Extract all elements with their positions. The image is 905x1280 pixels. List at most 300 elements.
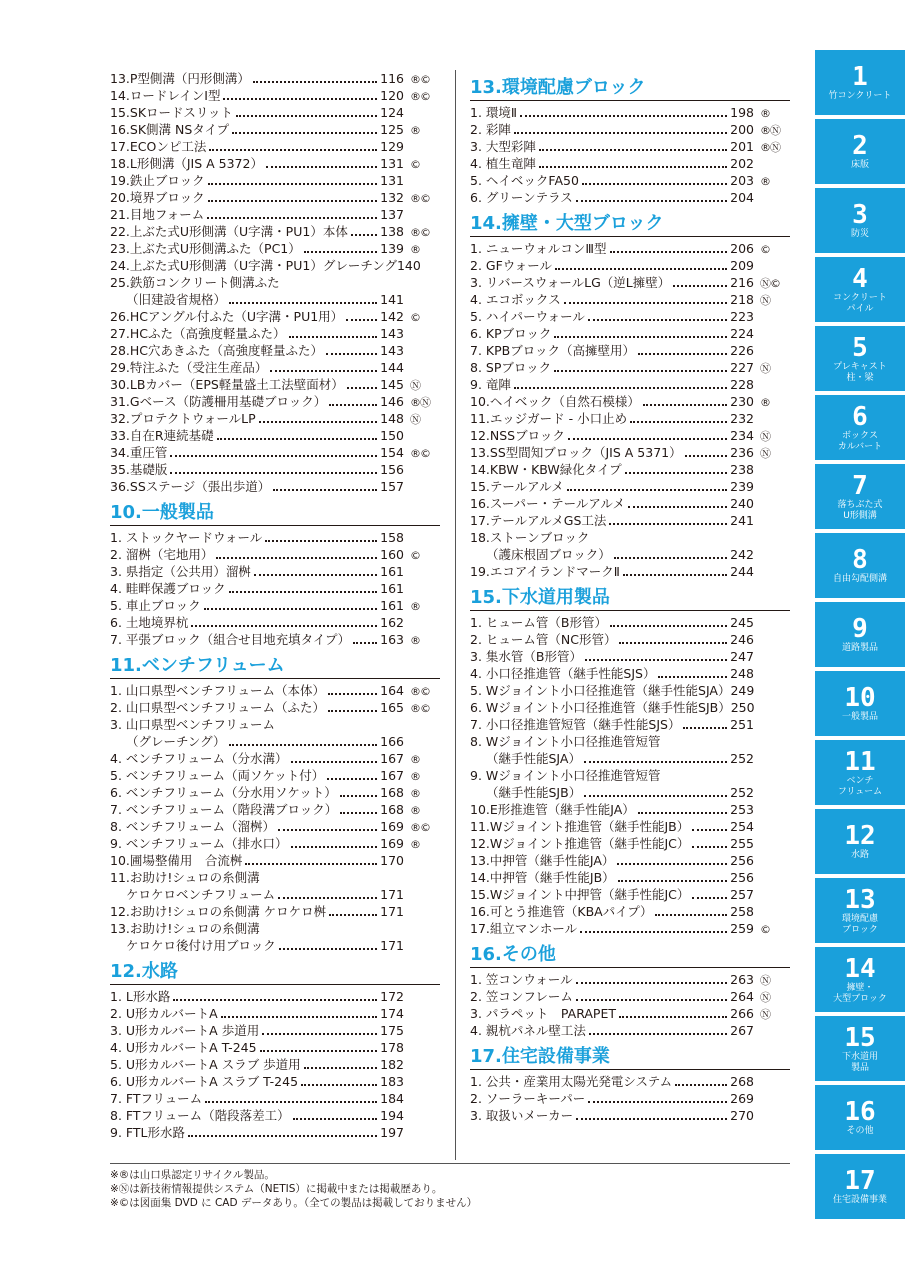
entry-label: 16.可とう推進管（KBAパイプ） <box>470 904 653 919</box>
page-number: 201 <box>730 139 754 154</box>
toc-entry[interactable] <box>110 818 440 835</box>
dot-leader <box>262 1033 377 1035</box>
chapter-label: 床版 <box>850 160 869 170</box>
page-number: 256 <box>730 853 754 868</box>
toc-entry[interactable] <box>470 325 790 342</box>
entry-label: 36.SSステージ（張出歩道） <box>110 479 271 494</box>
product-mark: © <box>410 549 420 562</box>
toc-entry[interactable] <box>110 308 440 325</box>
product-mark: Ⓝ <box>760 1008 770 1021</box>
page-number: 169 <box>380 836 404 851</box>
page-number: 156 <box>380 462 404 477</box>
footer-divider <box>110 1163 790 1164</box>
page-number: 170 <box>380 853 404 868</box>
toc-entry[interactable] <box>470 257 790 274</box>
toc-entry[interactable] <box>470 342 790 359</box>
page-number: 144 <box>380 360 404 375</box>
dot-leader <box>692 829 727 831</box>
toc-entry[interactable] <box>110 631 440 648</box>
chapter-number: 4 <box>852 263 868 294</box>
chapter-label: その他 <box>846 1126 874 1136</box>
entry-label: 21.目地フォーム <box>110 207 205 222</box>
entry-label: 20.境界ブロック <box>110 190 205 205</box>
toc-entry[interactable] <box>470 444 790 461</box>
toc-entry[interactable] <box>110 257 440 274</box>
chapter-tab-13[interactable] <box>815 878 905 943</box>
toc-entry[interactable] <box>110 852 440 869</box>
dot-leader <box>514 132 727 134</box>
toc-entry[interactable] <box>110 1005 440 1022</box>
entry-label: 1. ニューウォルコンⅢ型 <box>470 241 607 256</box>
product-mark: ®© <box>410 226 430 239</box>
chapter-number: 6 <box>852 401 868 432</box>
entry-label: 19.エコアイランドマークⅡ <box>470 564 620 579</box>
entry-label: 2. 彩陣 <box>470 122 511 137</box>
toc-entry[interactable] <box>470 1022 790 1039</box>
page-number: 252 <box>730 785 754 800</box>
dot-leader <box>351 234 377 236</box>
dot-leader <box>520 115 727 117</box>
toc-entry[interactable] <box>470 308 790 325</box>
chapter-label: 自由勾配側溝 <box>832 574 887 584</box>
entry-label: 5. ハイパーウォール <box>470 309 585 324</box>
note-line: ※®は山口県認定リサイクル製品。 <box>110 1169 275 1181</box>
dot-leader <box>259 421 378 423</box>
page-number: 256 <box>730 870 754 885</box>
dot-leader <box>685 455 728 457</box>
entry-label: 9. Wジョイント小口径推進管短管 <box>470 768 661 783</box>
chapter-tab-3[interactable] <box>815 188 905 253</box>
entry-label: 3. 取扱いメーカー <box>470 1108 574 1123</box>
product-mark: ® <box>410 634 420 647</box>
chapter-tab-1[interactable] <box>815 50 905 115</box>
page-number: 175 <box>380 1023 404 1038</box>
toc-entry[interactable] <box>110 682 440 699</box>
toc-entry[interactable] <box>470 835 790 852</box>
page-number: 228 <box>730 377 754 392</box>
page-number: 157 <box>380 479 404 494</box>
page-number: 251 <box>730 717 754 732</box>
entry-label: 8. Wジョイント小口径推進管短管 <box>470 734 661 749</box>
page-number: 116 <box>380 71 404 86</box>
toc-entry[interactable] <box>110 155 440 172</box>
toc-entry[interactable] <box>470 563 790 580</box>
product-mark: ®© <box>410 192 430 205</box>
entry-label: 11.Wジョイント推進管（継手性能JB） <box>470 819 690 834</box>
dot-leader <box>216 557 377 559</box>
toc-entry[interactable] <box>110 223 440 240</box>
page-number: 226 <box>730 343 754 358</box>
entry-label: 2. GFウォール <box>470 258 553 273</box>
dot-leader <box>170 472 377 474</box>
entry-label: 22.上ぶた式U形側溝（U字溝・PU1）本体 <box>110 224 348 239</box>
entry-label: 23.上ぶた式U形側溝ふた（PC1） <box>110 241 301 256</box>
page-number: 168 <box>380 785 404 800</box>
toc-entry[interactable] <box>110 580 440 597</box>
chapter-tab-14[interactable] <box>815 947 905 1012</box>
dot-leader <box>619 642 727 644</box>
page-number: 239 <box>730 479 754 494</box>
toc-entry[interactable] <box>110 393 440 410</box>
entry-label: 13.P型側溝（円形側溝） <box>110 71 250 86</box>
page-number: 120 <box>380 88 404 103</box>
toc-entry[interactable] <box>470 410 790 427</box>
entry-label: 9. FTL形水路 <box>110 1125 185 1140</box>
page-number: 131 <box>380 156 404 171</box>
toc-entry[interactable] <box>110 427 440 444</box>
toc-entry[interactable] <box>110 342 440 359</box>
product-mark: Ⓝ <box>760 447 770 460</box>
page-number: 200 <box>730 122 754 137</box>
page-number: 264 <box>730 989 754 1004</box>
page-number: 255 <box>730 836 754 851</box>
toc-entry[interactable] <box>110 70 440 87</box>
toc-entry[interactable] <box>110 104 440 121</box>
note-line: ※Ⓝは新技術情報提供システム（NETIS）に掲載中または掲載歴あり。 <box>110 1183 443 1195</box>
dot-leader <box>638 353 727 355</box>
toc-entry[interactable] <box>470 1005 790 1022</box>
toc-entry[interactable] <box>110 1073 440 1090</box>
page-number: 236 <box>730 445 754 460</box>
chapter-tab-4[interactable] <box>815 257 905 322</box>
entry-label: 4. 小口径推進管（継手性能SJS） <box>470 666 656 681</box>
toc-entry[interactable] <box>110 869 440 886</box>
entry-label: 29.特注ふた（受注生産品） <box>110 360 268 375</box>
chapter-label: 一般製品 <box>841 712 878 722</box>
toc-entry[interactable] <box>110 1039 440 1056</box>
dot-leader <box>555 268 727 270</box>
dot-leader <box>209 149 377 151</box>
toc-entry[interactable] <box>470 750 790 767</box>
product-mark: Ⓝ <box>410 413 420 426</box>
toc-entry[interactable] <box>110 546 440 563</box>
page-number: 162 <box>380 615 404 630</box>
page-number: 269 <box>730 1091 754 1106</box>
chapter-tab-11[interactable] <box>815 740 905 805</box>
dot-leader <box>326 353 377 355</box>
dot-leader <box>353 642 377 644</box>
page-number: 137 <box>380 207 404 222</box>
dot-leader <box>576 200 727 202</box>
toc-entry[interactable] <box>470 104 790 121</box>
toc-entry[interactable] <box>110 1124 440 1141</box>
toc-entry[interactable] <box>110 801 440 818</box>
chapter-tab-15[interactable] <box>815 1016 905 1081</box>
page-number: 182 <box>380 1057 404 1072</box>
toc-entry[interactable] <box>470 648 790 665</box>
page-number: 241 <box>730 513 754 528</box>
entry-label: ケロケロ後付け用ブロック <box>126 938 276 953</box>
chapter-label: 擁壁・ 大型ブロック <box>833 982 887 1004</box>
toc-entry[interactable] <box>110 206 440 223</box>
toc-entry[interactable] <box>110 886 440 903</box>
legend-notes <box>110 1168 477 1210</box>
toc-entry[interactable] <box>110 291 440 308</box>
page-number: 167 <box>380 768 404 783</box>
entry-label: 5. 車止ブロック <box>110 598 201 613</box>
chapter-tab-7[interactable] <box>815 464 905 529</box>
product-mark: ® <box>410 838 420 851</box>
toc-entry[interactable] <box>470 1090 790 1107</box>
toc-entry[interactable] <box>470 478 790 495</box>
toc-entry[interactable] <box>470 1107 790 1124</box>
page-number: 158 <box>380 530 404 545</box>
entry-label: 5. ベンチフリューム（両ソケット付） <box>110 768 325 783</box>
toc-entry[interactable] <box>110 121 440 138</box>
product-mark: © <box>760 923 770 936</box>
entry-label: 12.Wジョイント推進管（継手性能JC） <box>470 836 690 851</box>
dot-leader <box>289 336 378 338</box>
page-number: 168 <box>380 802 404 817</box>
toc-entry[interactable] <box>110 138 440 155</box>
toc-entry[interactable] <box>470 801 790 818</box>
dot-leader <box>673 285 727 287</box>
chapter-tab-17[interactable] <box>815 1154 905 1219</box>
product-mark: Ⓝ <box>760 974 770 987</box>
chapter-label: ボックス カルバート <box>837 430 883 452</box>
toc-entry[interactable] <box>470 886 790 903</box>
toc-entry[interactable] <box>110 699 440 716</box>
chapter-label: ベンチ フリューム <box>837 775 883 797</box>
page-number: 138 <box>380 224 404 239</box>
right-column <box>470 70 790 1124</box>
chapter-tab-2[interactable] <box>815 119 905 184</box>
toc-entry[interactable] <box>110 988 440 1005</box>
entry-label: 11.お助け!シュロの糸側溝 <box>110 870 260 885</box>
entry-label: 6. グリーンテラス <box>470 190 573 205</box>
entry-label: 6. U形カルバートA スラブ T-245 <box>110 1074 299 1089</box>
toc-entry[interactable] <box>110 87 440 104</box>
page-number: 171 <box>380 938 404 953</box>
entry-label: 8. ベンチフリューム（溜桝） <box>110 819 276 834</box>
dot-leader <box>568 438 727 440</box>
toc-entry[interactable] <box>470 767 790 784</box>
toc-entry[interactable] <box>470 189 790 206</box>
chapter-number: 15 <box>844 1022 876 1053</box>
entry-label: 17.ECOンピ工法 <box>110 139 207 154</box>
toc-entry[interactable] <box>110 784 440 801</box>
toc-entry[interactable] <box>110 240 440 257</box>
toc-entry[interactable] <box>470 138 790 155</box>
entry-label: 7. ベンチフリューム（階段溝ブロック） <box>110 802 338 817</box>
toc-entry[interactable] <box>470 903 790 920</box>
entry-label: 27.HCふた（高強度軽量ふた） <box>110 326 286 341</box>
toc-entry[interactable] <box>470 461 790 478</box>
toc-entry[interactable] <box>110 1107 440 1124</box>
chapter-tab-5[interactable] <box>815 326 905 391</box>
product-mark: Ⓝ <box>760 362 770 375</box>
toc-entry[interactable] <box>110 172 440 189</box>
dot-leader <box>232 132 377 134</box>
toc-entry[interactable] <box>470 920 790 937</box>
entry-label: 16.スーパー・テールアルメ <box>470 496 626 511</box>
toc-entry[interactable] <box>470 240 790 257</box>
entry-label: 10.圃場整備用 合流桝 <box>110 853 243 868</box>
product-mark: © <box>410 158 420 171</box>
dot-leader <box>610 251 728 253</box>
dot-leader <box>630 421 727 423</box>
chapter-label: 住宅設備事業 <box>832 1195 887 1205</box>
toc-entry[interactable] <box>470 546 790 563</box>
entry-label: 1. 笠コンウォール <box>470 972 573 987</box>
chapter-tab-12[interactable] <box>815 809 905 874</box>
dot-leader <box>191 625 377 627</box>
product-mark: ®© <box>410 73 430 86</box>
toc-entry[interactable] <box>470 172 790 189</box>
dot-leader <box>589 1033 727 1035</box>
entry-label: 10.E形推進管（継手性能JA） <box>470 802 635 817</box>
toc-entry[interactable] <box>470 393 790 410</box>
product-mark: ® <box>760 175 770 188</box>
page-number: 161 <box>380 564 404 579</box>
chapter-tab-9[interactable] <box>815 602 905 667</box>
entry-label: 2. 溜桝（宅地用） <box>110 547 214 562</box>
toc-entry[interactable] <box>110 716 440 733</box>
toc-entry[interactable] <box>470 529 790 546</box>
page-number: 263 <box>730 972 754 987</box>
toc-entry[interactable] <box>470 665 790 682</box>
dot-leader <box>683 727 727 729</box>
page-number: 216 <box>730 275 754 290</box>
dot-leader <box>328 693 377 695</box>
dot-leader <box>658 676 727 678</box>
toc-entry[interactable] <box>470 291 790 308</box>
toc-entry[interactable] <box>470 699 790 716</box>
toc-entry[interactable] <box>470 614 790 631</box>
toc-entry[interactable] <box>110 1090 440 1107</box>
page-number: 148 <box>380 411 404 426</box>
product-mark: Ⓝ <box>760 430 770 443</box>
toc-entry[interactable] <box>470 359 790 376</box>
dot-leader <box>655 914 727 916</box>
toc-entry[interactable] <box>470 427 790 444</box>
entry-label: 13.中押管（継手性能JA） <box>470 853 615 868</box>
toc-entry[interactable] <box>110 937 440 954</box>
toc-entry[interactable] <box>110 189 440 206</box>
page-number: 230 <box>730 394 754 409</box>
toc-entry[interactable] <box>470 784 790 801</box>
toc-entry[interactable] <box>110 410 440 427</box>
chapter-tabs <box>815 50 905 1223</box>
toc-entry[interactable] <box>110 359 440 376</box>
page-number: 259 <box>730 921 754 936</box>
toc-entry[interactable] <box>110 478 440 495</box>
dot-leader <box>329 404 377 406</box>
dot-leader <box>328 710 377 712</box>
toc-entry[interactable] <box>110 920 440 937</box>
entry-label: 1. L形水路 <box>110 989 171 1004</box>
toc-entry[interactable] <box>470 988 790 1005</box>
product-mark: ® <box>410 243 420 256</box>
toc-entry[interactable] <box>110 767 440 784</box>
toc-entry[interactable] <box>110 1056 440 1073</box>
toc-entry[interactable] <box>470 971 790 988</box>
dot-leader <box>329 914 377 916</box>
dot-leader <box>582 183 727 185</box>
dot-leader <box>229 302 377 304</box>
dot-leader <box>675 1084 727 1086</box>
toc-entry[interactable] <box>470 682 790 699</box>
toc-entry[interactable] <box>470 274 790 291</box>
chapter-number: 13 <box>844 884 876 915</box>
toc-entry[interactable] <box>470 512 790 529</box>
toc-entry[interactable] <box>110 597 440 614</box>
dot-leader <box>576 982 727 984</box>
toc-entry[interactable] <box>110 835 440 852</box>
chapter-number: 10 <box>844 683 876 713</box>
chapter-tab-8[interactable] <box>815 533 905 598</box>
chapter-tab-6[interactable] <box>815 395 905 460</box>
toc-entry[interactable] <box>470 376 790 393</box>
toc-entry[interactable] <box>110 903 440 920</box>
toc-entry[interactable] <box>470 631 790 648</box>
page-number: 131 <box>380 173 404 188</box>
chapter-tab-16[interactable] <box>815 1085 905 1150</box>
dot-leader <box>617 863 727 865</box>
page-number: 197 <box>380 1125 404 1140</box>
toc-entry[interactable] <box>110 529 440 546</box>
entry-label: （護床根固ブロック） <box>486 547 611 562</box>
entry-label: 26.HCアングル付ふた（U字溝・PU1用） <box>110 309 344 324</box>
toc-entry[interactable] <box>110 461 440 478</box>
product-mark: ® <box>410 600 420 613</box>
dot-leader <box>340 812 377 814</box>
dot-leader <box>514 387 727 389</box>
entry-label: 9. 竜陣 <box>470 377 511 392</box>
entry-label: 34.重圧管 <box>110 445 168 460</box>
toc-entry[interactable] <box>470 869 790 886</box>
dot-leader <box>188 1135 377 1137</box>
page-number: 167 <box>380 751 404 766</box>
product-mark: Ⓝ <box>760 294 770 307</box>
toc-entry[interactable] <box>470 716 790 733</box>
dot-leader <box>623 574 727 576</box>
toc-entry[interactable] <box>470 1073 790 1090</box>
toc-entry[interactable] <box>470 733 790 750</box>
toc-entry[interactable] <box>110 750 440 767</box>
entry-label: 3. U形カルバートA 歩道用 <box>110 1023 260 1038</box>
toc-entry[interactable] <box>470 852 790 869</box>
toc-entry[interactable] <box>470 818 790 835</box>
toc-entry[interactable] <box>110 733 440 750</box>
chapter-tab-10[interactable] <box>815 671 905 736</box>
dot-leader <box>291 761 378 763</box>
product-mark: ®© <box>410 90 430 103</box>
chapter-number: 8 <box>852 545 868 575</box>
chapter-number: 17 <box>844 1166 876 1196</box>
toc-entry[interactable] <box>110 376 440 393</box>
toc-entry[interactable] <box>110 444 440 461</box>
toc-entry[interactable] <box>110 325 440 342</box>
toc-entry[interactable] <box>110 614 440 631</box>
page-number: 165 <box>380 700 404 715</box>
toc-entry[interactable] <box>110 1022 440 1039</box>
entry-label: 32.プロテクトウォールLP <box>110 411 256 426</box>
page-number: 268 <box>730 1074 754 1089</box>
toc-entry[interactable] <box>470 155 790 172</box>
page-number: 164 <box>380 683 404 698</box>
product-mark: ® <box>760 396 770 409</box>
dot-leader <box>265 540 377 542</box>
dot-leader <box>279 948 377 950</box>
product-mark: ®© <box>410 685 430 698</box>
entry-label: 2. U形カルバートA <box>110 1006 218 1021</box>
toc-entry[interactable] <box>470 121 790 138</box>
toc-entry[interactable] <box>110 274 440 291</box>
toc-entry[interactable] <box>470 495 790 512</box>
toc-entry[interactable] <box>110 563 440 580</box>
page-number: 184 <box>380 1091 404 1106</box>
